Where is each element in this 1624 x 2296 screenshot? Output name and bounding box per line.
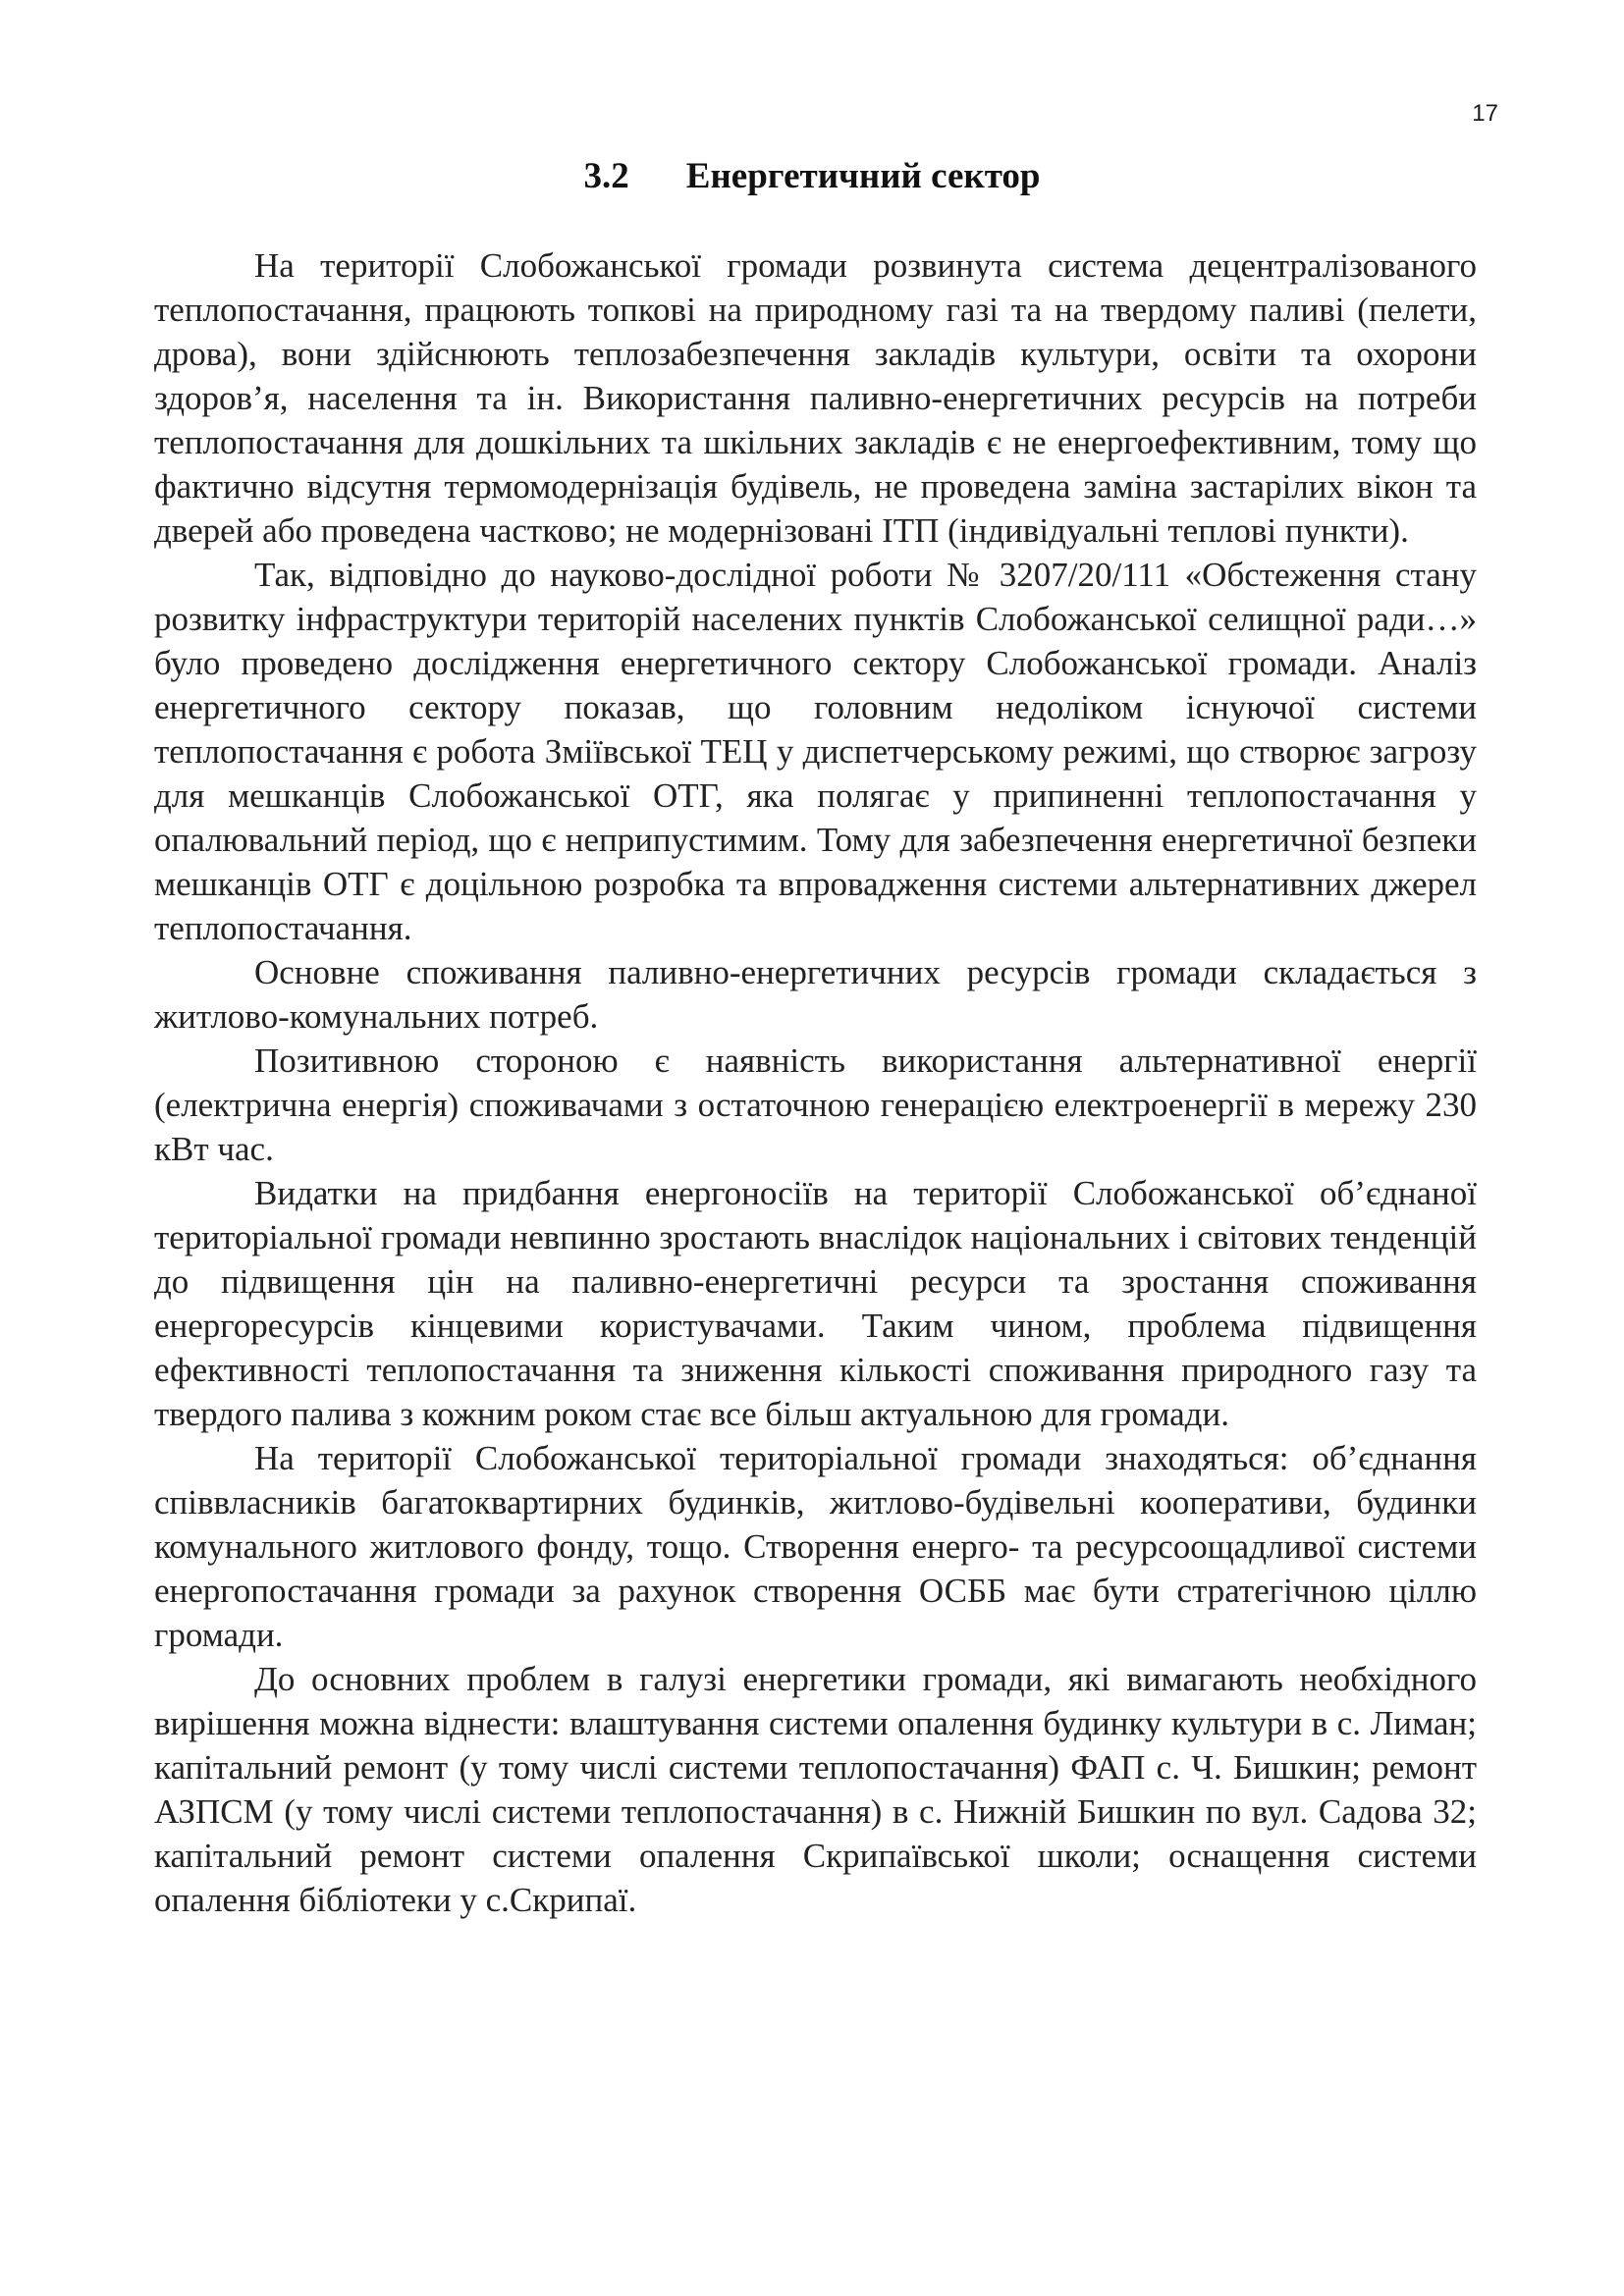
paragraph-consumption: Основне споживання паливно-енергетичних ресурсів громади складається з житлово-комунальних потреб. xyxy=(154,953,1477,1036)
section-heading xyxy=(0,155,1624,197)
paragraph-housing-associations: На території Слобожанської територіальної громади знаходяться: об’єднання співвласників багатоквартирних будинків, житлово-будівельні кооперативи, будинки комунального житлового фонду, тощо. Створення енерго- та ресурсоощадливої системи енергопостачання громади за рахунок створення ОСББ має бути стратегічною ціллю громади. xyxy=(154,1439,1477,1654)
paragraph-main-problems: До основних проблем в галузі енергетики громади, які вимагають необхідного вирішення можна віднести: влаштування системи опалення будинку культури в с. Лиман; капітальний ремонт (у тому числі системи теплопостачання) ФАП с. Ч. Бишкин; ремонт АЗПСМ (у тому числі системи теплопостачання) в с. Нижній Бишкин по вул. Садова 32; капітальний ремонт системи опалення Скрипаївської школи; оснащення системи опалення бібліотеки у с.Скрипаї. xyxy=(154,1660,1477,1919)
paragraph-alternative-energy: Позитивною стороною є наявність використання альтернативної енергії (електрична енергія) споживачами з остаточною генерацією електроенергії в мережу 230 кВт час. xyxy=(154,1041,1477,1168)
page-number: 17 xyxy=(1472,100,1498,127)
paragraph-energy-costs: Видатки на придбання енергоносіїв на території Слобожанської об’єднаної територіальної громади невпинно зростають внаслідок національних і світових тенденцій до підвищення цін на паливно-енергетичні ресурси та зростання споживання енергоресурсів кінцевими користувачами. Таким чином, проблема підвищення ефективності теплопостачання та зниження кількості споживання природного газу та твердого палива з кожним роком стає все більш актуальною для громади. xyxy=(154,1174,1477,1433)
paragraph-research-findings: Так, відповідно до науково-дослідної роботи № 3207/20/111 «Обстеження стану розвитку інфраструктури територій населених пунктів Слобожанської селищної ради…» було проведено дослідження енергетичного сектору Слобожанської громади. Аналіз енергетичного сектору показав, що головним недоліком існуючої системи теплопостачання є робота Зміївської ТЕЦ у диспетчерському режимі, що створює загрозу для мешканців Слобожанської ОТГ, яка полягає у припиненні теплопостачання у опалювальний період, що є неприпустимим. Тому для забезпечення енергетичної безпеки мешканців ОТГ є доцільною розробка та впровадження системи альтернативних джерел теплопостачання. xyxy=(154,556,1477,947)
section-title: Енергетичний сектор xyxy=(685,156,1041,196)
section-number: 3.2 xyxy=(583,156,629,196)
section-body xyxy=(154,243,1477,1922)
paragraph-heat-supply-system: На території Слобожанської громади розвинута система децентралізованого теплопостачання, працюють топкові на природному газі та на твердому паливі (пелети, дрова), вони здійснюють теплозабезпечення закладів культури, освіти та охорони здоров’я, населення та ін. Використання паливно-енергетичних ресурсів на потреби теплопостачання для дошкільних та шкільних закладів є не енергоефективним, тому що фактично відсутня термомодернізація будівель, не проведена заміна застарілих вікон та дверей або проведена частково; не модернізовані ІТП (індивідуальні теплові пункти). xyxy=(154,246,1477,550)
